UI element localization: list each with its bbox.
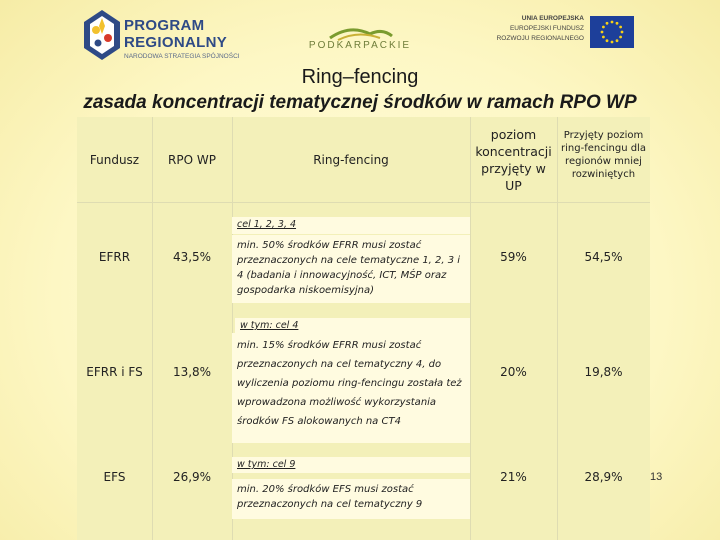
eu-logo (492, 14, 636, 54)
program-line1: PROGRAM (124, 17, 205, 34)
row3-rpo-value: 26,9% (172, 470, 212, 484)
row3-description: min. 20% środków EFS musi zostać przeznaczonych na cel tematyczny 9 (232, 479, 470, 519)
row1-fundusz: EFRR (98, 250, 131, 264)
slide-subtitle: zasada koncentracji tematycznej środków w ramach RPO WP (83, 92, 637, 113)
header-ring-fencing: Ring-fencing (313, 152, 389, 167)
header-poziom-koncentracji: poziom koncentracji przyjęty w UP (475, 126, 552, 193)
row1-description: min. 50% środków EFRR musi zostać przeznaczonych na cele tematyczne 1, 2, 3 i 4 (badania i innowacyjność, ICT, MŚP oraz gospodarka niskoemisyjna) (232, 235, 470, 303)
program-regionalny-mark-icon (84, 10, 120, 60)
page-number: 13 (650, 471, 663, 483)
header-fundusz: Fundusz (89, 152, 140, 167)
row1-przyjety-value: 54,5% (584, 250, 623, 264)
eu-line1: UNIA EUROPEJSKA (521, 15, 584, 22)
header-rpo-wp: RPO WP (168, 152, 216, 167)
row3-fundusz: EFS (103, 470, 126, 484)
row3-przyjety-value: 28,9% (584, 470, 623, 484)
row2-przyjety-value: 19,8% (584, 365, 623, 379)
row2-poziom-value: 20% (500, 365, 527, 379)
row2-description: min. 15% środków EFRR musi zostać przeznaczonych na cel tematyczny 4, do wyliczenia poziomu ring-fencingu została też wprowadzona możliwość wykorzystania środków FS alokowanych na CT4 (232, 333, 470, 443)
header-przyjety-poziom: Przyjęty poziom ring-fencingu dla regionów mniej rozwiniętych (561, 129, 646, 180)
row2-cel-label: w tym: cel 4 (235, 318, 470, 334)
eu-flag-icon (590, 16, 634, 48)
row2-rpo-value: 13,8% (172, 365, 212, 379)
row3-cel-label: w tym: cel 9 (232, 457, 470, 473)
program-line2: REGIONALNY (124, 34, 228, 51)
ring-fencing-table (77, 117, 650, 540)
podkarpackie-hills-icon (300, 22, 420, 42)
eu-line3: ROZWOJU REGIONALNEGO (496, 35, 584, 42)
row1-poziom-value: 59% (500, 250, 527, 264)
podkarpackie-text: PODKARPACKIE (308, 40, 412, 51)
podkarpackie-logo (300, 22, 420, 52)
row2-fundusz: EFRR i FS (86, 365, 143, 379)
slide-title: Ring–fencing (301, 66, 419, 88)
row1-cel-label: cel 1, 2, 3, 4 (232, 217, 470, 234)
eu-line2: EUROPEJSKI FUNDUSZ (509, 25, 584, 32)
row1-rpo-value: 43,5% (172, 250, 212, 264)
program-regionalny-logo (84, 10, 264, 66)
row3-poziom-value: 21% (500, 470, 527, 484)
program-tagline: NARODOWA STRATEGIA SPÓJNOŚCI (124, 53, 240, 60)
